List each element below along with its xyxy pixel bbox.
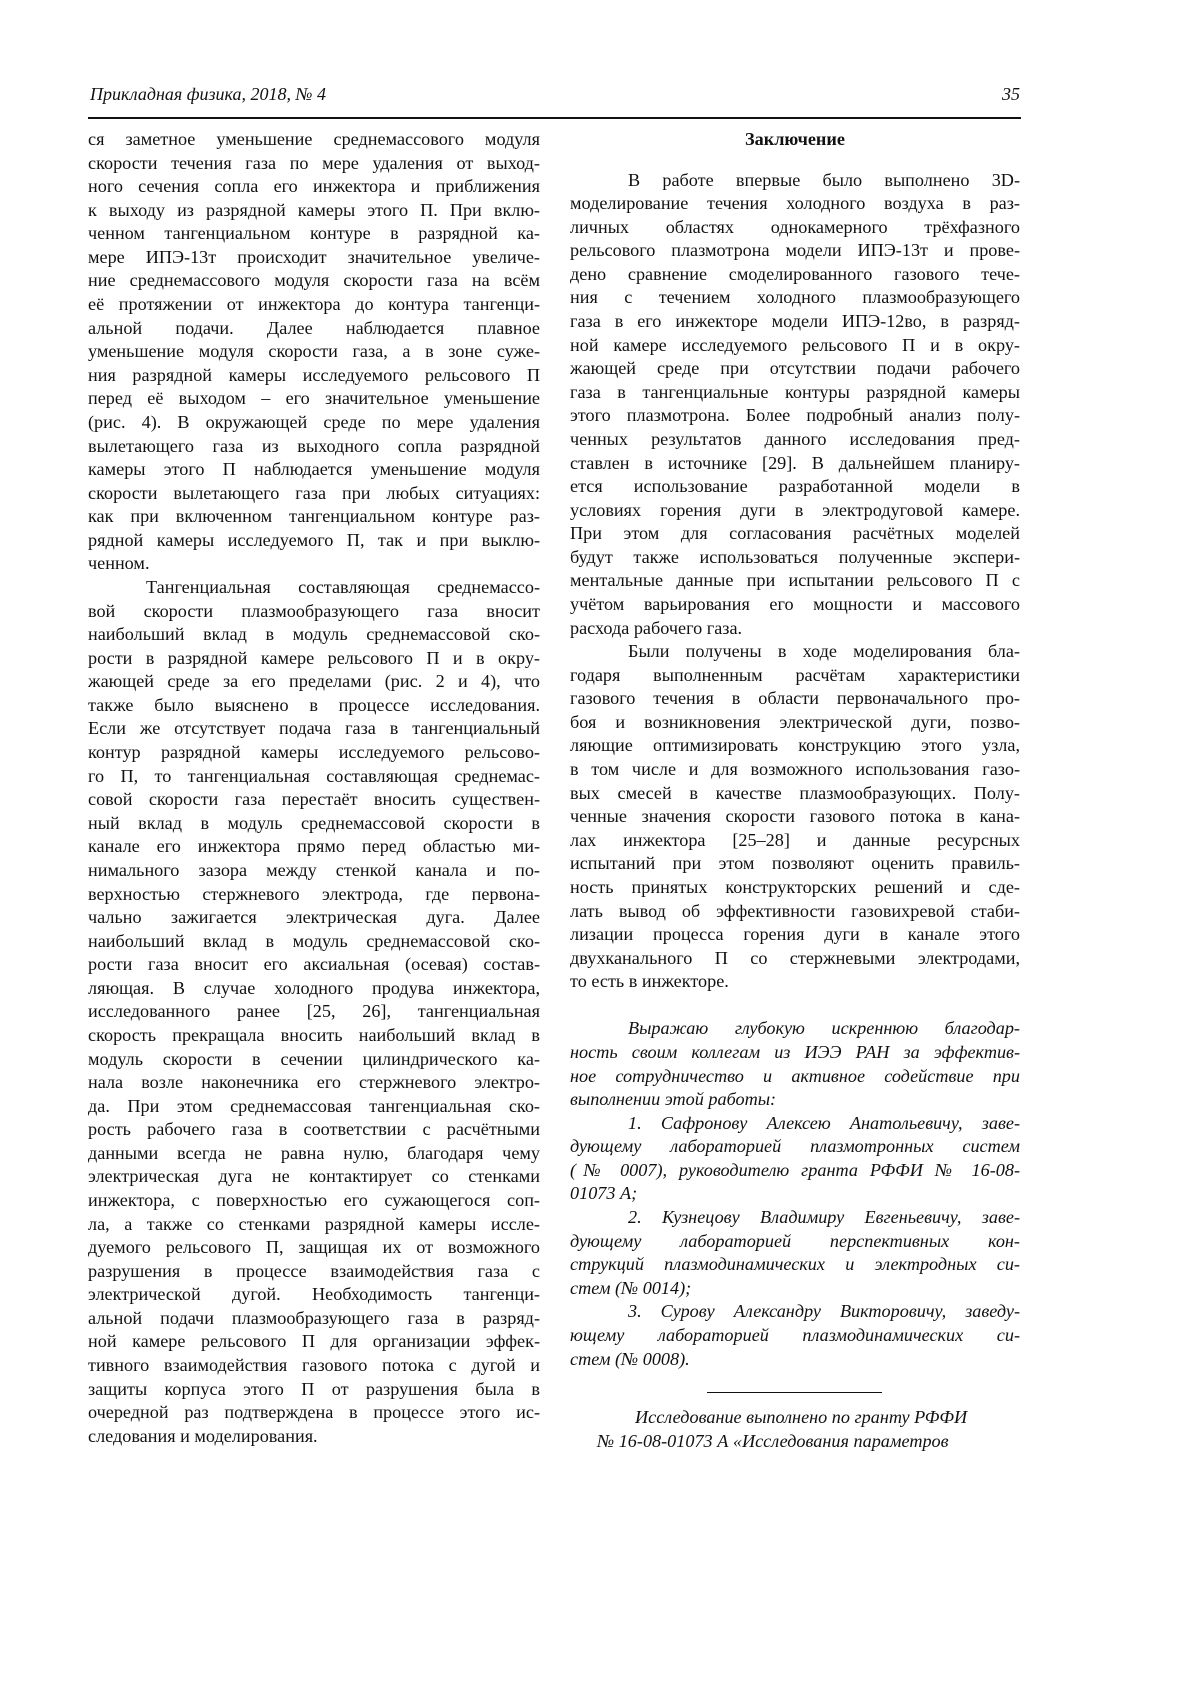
text-line: ченном.	[88, 552, 540, 576]
text-line: скорость прекращала вносить наибольший вклад в	[88, 1024, 540, 1048]
text-line: ной камере рельсового П для организации эффек-	[88, 1330, 540, 1354]
text-line: в том числе и для возможного использования газо-	[570, 758, 1020, 782]
text-line: стем (№ 0008).	[570, 1348, 1020, 1372]
text-line: стем (№ 0014);	[570, 1277, 1020, 1301]
grant-note-line: Исследование выполнено по гранту РФФИ	[635, 1406, 967, 1430]
text-line: ляющие оптимизировать конструкцию этого узла,	[570, 734, 1020, 758]
text-line: да. При этом среднемассовая тангенциальная ско-	[88, 1095, 540, 1119]
text-line: двухканального П со стержневыми электродами,	[570, 947, 1020, 971]
text-line: вылетающего газа из выходного сопла разрядной	[88, 435, 540, 459]
paragraph	[570, 1300, 1020, 1371]
conclusion-body	[570, 169, 1020, 994]
text-line: разрушения в процессе взаимодействия газа с	[88, 1260, 540, 1284]
running-header	[90, 84, 1020, 105]
text-line: (№ 0007), руководителю гранта РФФИ № 16-08-	[570, 1159, 1020, 1183]
text-line: 1. Сафронову Алексею Анатольевичу, заве-	[570, 1112, 1020, 1136]
text-line: При этом для согласования расчётных моделей	[570, 522, 1020, 546]
paragraph	[88, 576, 540, 1448]
text-line: ной камере исследуемого рельсового П и в окру-	[570, 334, 1020, 358]
text-line: ное сотрудничество и активное содействие при	[570, 1065, 1020, 1089]
text-line: электрической дугой. Необходимость тангенци-	[88, 1283, 540, 1307]
text-line: этого плазмотрона. Более подробный анализ полу-	[570, 404, 1020, 428]
text-line: наибольший вклад в модуль среднемассовой ско-	[88, 930, 540, 954]
section-title: Заключение	[570, 128, 1020, 152]
text-line: наибольший вклад в модуль среднемассовой ско-	[88, 623, 540, 647]
paragraph	[570, 640, 1020, 994]
text-line: чально зажигается электрическая дуга. Далее	[88, 906, 540, 930]
text-line: защиты корпуса этого П от разрушения была в	[88, 1378, 540, 1402]
paragraph	[570, 1206, 1020, 1300]
text-line: инжектора, с поверхностью его сужающегося соп-	[88, 1189, 540, 1213]
text-line: испытаний при этом позволяют оценить правиль-	[570, 852, 1020, 876]
text-line: Тангенциальная составляющая среднемассо-	[88, 576, 540, 600]
paragraph	[570, 169, 1020, 641]
text-line: ность принятых конструкторских решений и сде-	[570, 876, 1020, 900]
paragraph	[570, 1017, 1020, 1111]
left-column	[88, 128, 540, 1448]
text-line: личных областях однокамерного трёхфазного	[570, 216, 1020, 240]
text-line: (рис. 4). В окружающей среде по мере удаления	[88, 411, 540, 435]
text-line: расхода рабочего газа.	[570, 617, 1020, 641]
text-line: рядной камеры исследуемого П, так и при выклю-	[88, 529, 540, 553]
text-line: выполнении этой работы:	[570, 1088, 1020, 1112]
text-line: газа в его инжекторе модели ИПЭ-12во, в разряд-	[570, 310, 1020, 334]
text-line: совой скорости газа перестаёт вносить существен-	[88, 788, 540, 812]
text-line: данными всегда не равна нулю, благодаря чему	[88, 1142, 540, 1166]
text-line: её протяжении от инжектора до контура тангенци-	[88, 293, 540, 317]
text-line: канале его инжектора прямо перед областью ми-	[88, 835, 540, 859]
text-line: нимального зазора между стенкой канала и по-	[88, 859, 540, 883]
text-line: ние среднемассового модуля скорости газа на всём	[88, 269, 540, 293]
text-line: моделирование течения холодного воздуха в раз-	[570, 192, 1020, 216]
text-line: 3. Сурову Александру Викторовичу, заведу-	[570, 1300, 1020, 1324]
text-line: струкций плазмодинамических и электродных си-	[570, 1253, 1020, 1277]
text-line: боя и возникновения электрической дуги, позво-	[570, 711, 1020, 735]
right-column	[570, 128, 1020, 1371]
text-line: Если же отсутствует подача газа в тангенциальный	[88, 717, 540, 741]
text-line: камеры этого П наблюдается уменьшение модуля	[88, 458, 540, 482]
text-line: лать вывод об эффективности газовихревой стаби-	[570, 900, 1020, 924]
text-line: то есть в инжекторе.	[570, 970, 1020, 994]
text-line: ла, а также со стенками разрядной камеры иссле-	[88, 1213, 540, 1237]
text-line: ся заметное уменьшение среднемассового модуля	[88, 128, 540, 152]
text-line: очередной раз подтверждена в процессе этого ис-	[88, 1401, 540, 1425]
text-line: будут также использоваться полученные экспери-	[570, 546, 1020, 570]
text-line: исследованного ранее [25, 26], тангенциальная	[88, 1000, 540, 1024]
footnote-separator	[707, 1392, 882, 1393]
text-line: ставлен в источнике [29]. В дальнейшем планиру-	[570, 452, 1020, 476]
grant-note-line: № 16-08-01073 А «Исследования параметров	[597, 1430, 949, 1454]
header-rule	[88, 117, 1021, 119]
text-line: к выходу из разрядной камеры этого П. При вклю-	[88, 199, 540, 223]
paragraph	[88, 128, 540, 576]
journal-title: Прикладная физика, 2018, № 4	[90, 84, 326, 104]
text-line: газа в тангенциальные контуры разрядной камеры	[570, 381, 1020, 405]
text-line: мере ИПЭ-13т происходит значительное увеличе-	[88, 246, 540, 270]
text-line: газового течения в области первоначального про-	[570, 687, 1020, 711]
text-line: дено сравнение смоделированного газового тече-	[570, 263, 1020, 287]
text-line: ния разрядной камеры исследуемого рельсового П	[88, 364, 540, 388]
text-line: следования и моделирования.	[88, 1425, 540, 1449]
text-line: альной подачи плазмообразующего газа в разряд-	[88, 1307, 540, 1331]
text-line: лизации процесса горения дуги в канале этого	[570, 923, 1020, 947]
text-line: В работе впервые было выполнено 3D-	[570, 169, 1020, 193]
text-line: также было выяснено в процессе исследования.	[88, 694, 540, 718]
text-line: дующему лабораторией перспективных кон-	[570, 1230, 1020, 1254]
text-line: условиях горения дуги в электродуговой камере.	[570, 499, 1020, 523]
text-line: дуемого рельсового П, защищая их от возможного	[88, 1236, 540, 1260]
text-line: модуль скорости в сечении цилиндрического ка-	[88, 1048, 540, 1072]
text-line: Были получены в ходе моделирования бла-	[570, 640, 1020, 664]
text-line: скорости течения газа по мере удаления от выход-	[88, 152, 540, 176]
text-line: верхностью стержневого электрода, где первона-	[88, 883, 540, 907]
text-line: как при включенном тангенциальном контуре раз-	[88, 505, 540, 529]
text-line: вой скорости плазмообразующего газа вносит	[88, 600, 540, 624]
text-line: ется использование разработанной модели в	[570, 475, 1020, 499]
text-line: тивного взаимодействия газового потока с дугой и	[88, 1354, 540, 1378]
text-line: нала возле наконечника его стержневого электро-	[88, 1071, 540, 1095]
text-line: рости в разрядной камере рельсового П и в окру-	[88, 647, 540, 671]
text-line: ность своим коллегам из ИЭЭ РАН за эффектив-	[570, 1041, 1020, 1065]
text-line: ющему лабораторией плазмодинамических си-	[570, 1324, 1020, 1348]
text-line: ментальные данные при испытании рельсового П с	[570, 569, 1020, 593]
paragraph	[570, 1112, 1020, 1206]
text-line: рельсового плазмотрона модели ИПЭ-13т и прове-	[570, 239, 1020, 263]
text-line: рость рабочего газа в соответствии с расчётными	[88, 1118, 540, 1142]
text-line: электрическая дуга не контактирует со стенками	[88, 1165, 540, 1189]
text-line: жающей среде при отсутствии подачи рабочего	[570, 357, 1020, 381]
text-line: альной подачи. Далее наблюдается плавное	[88, 317, 540, 341]
text-line: контур разрядной камеры исследуемого рельсово-	[88, 741, 540, 765]
text-line: рости газа вносит его аксиальная (осевая) состав-	[88, 953, 540, 977]
page-number: 35	[1002, 84, 1020, 105]
text-line: го П, то тангенциальная составляющая среднемас-	[88, 765, 540, 789]
text-line: учётом варьирования его мощности и массового	[570, 593, 1020, 617]
text-line: лах инжектора [25–28] и данные ресурсных	[570, 829, 1020, 853]
text-line: жающей среде за его пределами (рис. 2 и 4), что	[88, 670, 540, 694]
text-line: Выражаю глубокую искреннюю благодар-	[570, 1017, 1020, 1041]
text-line: ния с течением холодного плазмообразующего	[570, 286, 1020, 310]
text-line: ченных результатов данного исследования пред-	[570, 428, 1020, 452]
acknowledgements	[570, 1017, 1020, 1371]
text-line: ченном тангенциальном контуре в разрядной ка-	[88, 222, 540, 246]
text-line: уменьшение модуля скорости газа, а в зоне суже-	[88, 340, 540, 364]
text-line: ченные значения скорости газового потока в кана-	[570, 805, 1020, 829]
text-line: 01073 А;	[570, 1182, 1020, 1206]
text-line: дующему лабораторией плазмотронных систем	[570, 1135, 1020, 1159]
text-line: годаря выполненным расчётам характеристики	[570, 664, 1020, 688]
text-line: ный вклад в модуль среднемассовой скорости в	[88, 812, 540, 836]
text-line: перед её выходом – его значительное уменьшение	[88, 387, 540, 411]
text-line: скорости вылетающего газа при любых ситуациях:	[88, 482, 540, 506]
text-line: вых смесей в качестве плазмообразующих. Полу-	[570, 782, 1020, 806]
text-line: ляющая. В случае холодного продува инжектора,	[88, 977, 540, 1001]
text-line: 2. Кузнецову Владимиру Евгеньевичу, заве-	[570, 1206, 1020, 1230]
text-line: ного сечения сопла его инжектора и приближения	[88, 175, 540, 199]
